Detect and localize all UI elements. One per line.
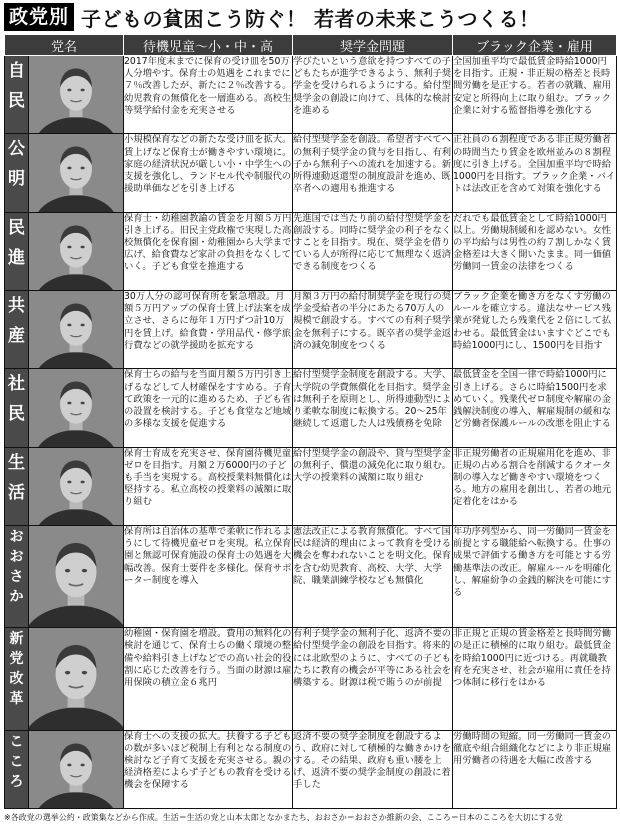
policy-employment: 正社員の６割程度である非正規労働者の時間当たり賃金を欧州並みの８割程度に引き上げる。全国加重平均で時給1000円を目指す。ブラック企業・バイトは法改正を含めて対策を強化する: [453, 134, 617, 212]
policy-scholarship: 給付型奨学金制度を創設する。大学、大学院の学費無償化を目指す。奨学金は無利子を原則とし、所得連動型により柔軟な制度に転換する。20〜25年継続して返還した人は残債務を免除: [293, 369, 453, 447]
policy-scholarship: 給付型奨学金を創設。希望者すべてへの無利子奨学金の貸与を目指し、有利子から無利子への流れを加速する。新所得連動返還型の制度設計を進め、既卒者への適用も推進する: [293, 134, 453, 212]
party-leader-photo: [29, 290, 124, 368]
policy-scholarship: 月額３万円の給付制奨学金を現行の奨学金受給者の半分にあたる70万人の規模で創設する。すべての有利子奨学金を無利子にする。既卒者の奨学金返済の減免制度をつくる: [293, 290, 453, 368]
policy-scholarship: 返済不要の奨学金制度を創設するよう、政府に対して積極的な働きかけをする。その結果、政府も重い腰を上げ、返済不要の奨学金制度の創設に着手した: [293, 730, 453, 808]
policy-childcare: 30万人分の認可保育所を緊急増設。月額５万円アップの保育士賃上げ法案を成立させ、さらに毎年１万円ずつ計10万円を賃上げ。給食費・学用品代・修学旅行費などの就学援助を拡充する: [124, 290, 293, 368]
party-name-text: 社 民: [8, 374, 25, 425]
table-row: [5, 369, 617, 447]
policy-scholarship: 有利子奨学金の無利子化、返済不要の給付型奨学金の創設を目指す。将来的には北欧型のように、すべての子どもたちに教育の機会が平等にある社会を構築する。財源は税で賄うのが前提: [293, 628, 453, 730]
table-row: [5, 447, 617, 525]
leader-portrait: [29, 526, 123, 627]
party-name-text: 民 進: [8, 217, 25, 268]
page-title: 子どもの貧困こう防ぐ！ 若者の未来こうつくる！: [81, 6, 540, 31]
party-name: [5, 628, 29, 730]
table-row: [5, 730, 617, 808]
table-row: [5, 56, 617, 134]
party-name: [5, 730, 29, 808]
policy-employment: 非正規と正規の賃金格差と長時間労働の是正に積極的に取り組む。最低賃金を時給1000円に近づける。再就職教育を充実させ、社会が雇用に責任を持つ体制に移行をはかる: [453, 628, 617, 730]
policy-employment: 非正規労働者の正規雇用化を進め、非正規の占める割合を削減するクオータ制の導入など働きやすい環境をつくる。地方の雇用を創出し、若者の地元定着化をはかる: [453, 447, 617, 525]
party-name-text: お お さ か: [9, 528, 24, 605]
policy-table: [4, 34, 617, 809]
policy-employment: 最低賃金を全国一律で時給1000円に引き上げる。さらに時給1500円を求めていく。残業代ゼロ制度や解雇の金銭解決制度の導入、解雇規制の緩和など労働者保護ルールの改悪を阻止する: [453, 369, 617, 447]
leader-portrait: [29, 213, 123, 290]
party-name-text: 生 活: [8, 452, 25, 503]
table-header-row: [5, 35, 617, 56]
page-header: [0, 0, 620, 34]
party-name: [5, 134, 29, 212]
table-row: [5, 212, 617, 290]
footnote: ※各政党の選挙公約・政策集などから作成。生活＝生活の党と山本太郎となかまたち、おおさか＝おおさか維新の会、こころ＝日本のこころを大切にする党: [4, 813, 563, 822]
policy-employment: 年功序列型から、同一労働同一賃金を前提とする職能給へ転換する。仕事の成果で評価する働き方を可能とする労働基準法の改正。解雇ルールを明確化し、解雇紛争の金銭的解決を可能にする: [453, 525, 617, 627]
leader-portrait: [29, 369, 123, 446]
party-name: [5, 290, 29, 368]
party-name: [5, 56, 29, 134]
party-name-text: 公 明: [8, 139, 25, 190]
leader-portrait: [29, 291, 123, 368]
party-name-text: 共 産: [8, 295, 25, 346]
policy-childcare: 幼稚園・保育園を増設。費用の無料化の検討を通じて、保育士らの働く環境の整備や給料引き上げなどでの高い社会的役割に応じた改善を行う。当面の財源は雇用保険の積立金６兆円: [124, 628, 293, 730]
party-name-text: 自 民: [8, 61, 25, 111]
leader-portrait: [29, 448, 123, 525]
party-leader-photo: [29, 212, 124, 290]
party-leader-photo: [29, 730, 124, 808]
column-header-party: 党名: [5, 35, 124, 56]
policy-scholarship: 給付型奨学金の創設や、貸与型奨学金の無利子、償還の減免化に取り組む。大学の授業料の減額に取り組む: [293, 447, 453, 525]
party-leader-photo: [29, 134, 124, 212]
table-row: [5, 134, 617, 212]
party-name-text: 新 党 改 革: [9, 631, 24, 708]
table-row: [5, 525, 617, 627]
party-leader-photo: [29, 525, 124, 627]
policy-employment: 労働時間の短縮。同一労働同一賃金の徹底や組合組織化などにより非正規雇用労働者の待遇を大幅に改善する: [453, 730, 617, 808]
party-name: [5, 212, 29, 290]
party-name: [5, 525, 29, 627]
policy-childcare: 保育士への支援の拡大。扶養する子どもの数が多いほど税制上有利となる制度の検討など子育て支援を充実させる。親の経済格差によらず子どもの教育を受ける機会を保障する: [124, 730, 293, 808]
policy-employment: ブラック企業を働き方をなくす労働のルールを確立する。違法なサービス残業が発覚したら残業代を２倍にして払わせる。最低賃金はいますぐどこでも時給1000円にし、1500円を目指す: [453, 290, 617, 368]
table-row: [5, 628, 617, 730]
column-header-employment: ブラック企業・雇用: [453, 35, 617, 56]
policy-childcare: 保育士育成を充実させ、保育園待機児童ゼロを目指す。月額２万6000円の子ども手当を実現する。高校授業料無償化は堅持する。私立高校の授業料の減額に取り組む: [124, 447, 293, 525]
table-row: [5, 290, 617, 368]
policy-childcare: 保育士らの給与を当面月額５万円引き上げるなどして人材確保をすすめる。子育て政策を一元的に進めるため、子ども省の設置を検討する。子ども食堂など地域の多様な支援を促進する: [124, 369, 293, 447]
policy-childcare: 2017年度末までに保育の受け皿を50万人分増やす。保育士の処遇をこれまでに７％改善したが、新たに２％改善する。幼児教育の無償化を一層進める。高校生等奨学給付金を充実させる: [124, 56, 293, 134]
policy-scholarship: 学びたいという意欲を持つすべての子どもたちが進学できるよう、無利子奨学金を受けられるようにする。給付型奨学金の創設に向けて、具体的な検討を進める: [293, 56, 453, 134]
policy-childcare: 小規模保育などの新たな受け皿を拡大。賃上げなど保育士が働きやすい環境に。家庭の経済状況が厳しい小・中学生への支援を強化し、ランドセル代や制服代の援助単価などを引き上げる: [124, 134, 293, 212]
leader-portrait: [29, 731, 123, 808]
policy-scholarship: 憲法改正による教育無償化。すべて国民は経済的理由によって教育を受ける機会を奪われないことを明文化。保育を含む幼児教育、高校、大学、大学院、職業訓練学校なども無償化: [293, 525, 453, 627]
policy-childcare: 保育士・幼稚園教諭の賃金を月額５万円引き上げる。旧民主党政権で実現した高校無償化を保育園・幼稚園から大学まで広げ、給食費など家計の負担をなくしていく。子ども食堂を推進する: [124, 212, 293, 290]
party-leader-photo: [29, 369, 124, 447]
section-tag: 政党別: [4, 3, 74, 31]
policy-employment: だれでも最低賃金として時給1000円以上。労働規制緩和を認めない。女性の平均給与は男性の約７割しかなく賃金格差は大きく開いたまま。同一価値労働同一賃金の法律をつくる: [453, 212, 617, 290]
leader-portrait: [29, 628, 123, 729]
leader-portrait: [29, 134, 123, 211]
party-leader-photo: [29, 56, 124, 134]
policy-scholarship: 先進国では当たり前の給付型奨学金を創設する。同時に奨学金の利子をなくすことを目指す。現在、奨学金を借りている人が所得に応じて無理なく返済できる制度をつくる: [293, 212, 453, 290]
party-name: [5, 447, 29, 525]
column-header-childcare: 待機児童〜小・中・高: [124, 35, 293, 56]
leader-portrait: [29, 56, 123, 133]
column-header-scholarship: 奨学金問題: [293, 35, 453, 56]
party-name: [5, 369, 29, 447]
party-leader-photo: [29, 628, 124, 730]
policy-childcare: 保育所は自治体の基準で柔軟に作れるようにして待機児童ゼロを実現。私立保育園と無認可保育施設の保育士の処遇を大幅改善。保育士要件を多様化。保育サポーター制度を導入: [124, 525, 293, 627]
policy-employment: 全国加重平均で最低賃金時給1000円を目指す。正規・非正規の格差と長時間労働を是正する。若者の就職、雇用安定と所得向上に取り組む。ブラック企業に対する監督指導を強化する: [453, 56, 617, 134]
party-name-text: こ こ ろ: [9, 733, 24, 790]
party-leader-photo: [29, 447, 124, 525]
